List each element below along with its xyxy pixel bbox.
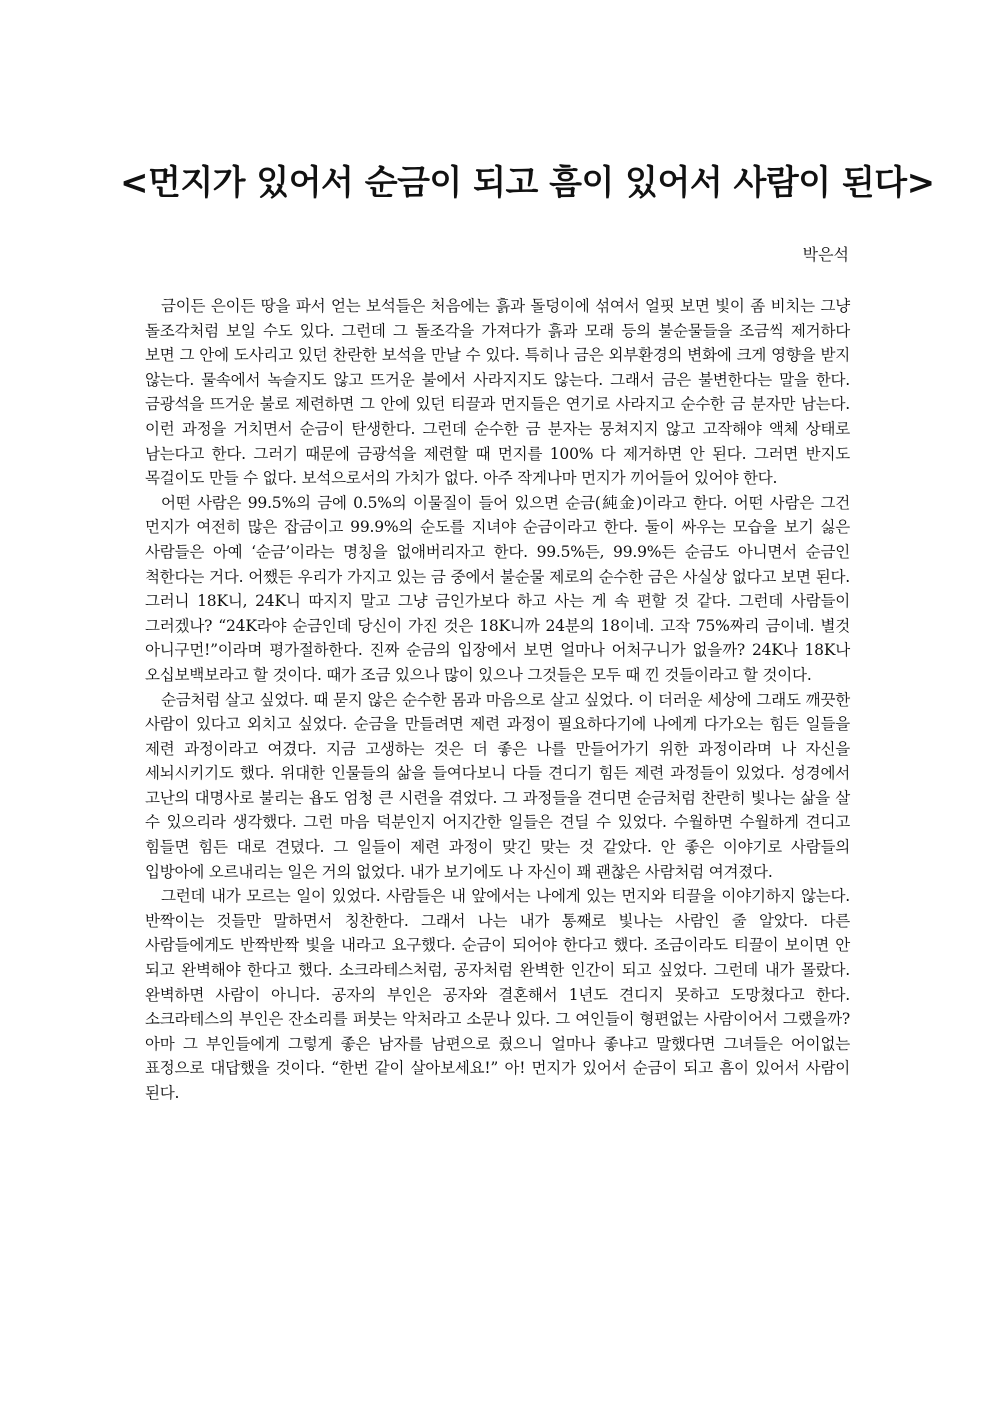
author-name: 박은석 [802, 245, 849, 264]
paragraph-3: 순금처럼 살고 싶었다. 때 묻지 않은 순수한 몸과 마음으로 살고 싶었다. 이 더러운 세상에 그래도 깨끗한 사람이 있다고 외치고 싶었다. 순금을 만들려면 제련 과정이 필요하다기에 나에게 다가오는 힘든 일들을 제련 과정이라고 여겼다. 지금 고생하는 것은 더 좋은 나를 만들어가기 위한 과정이라며 나 자신을 세뇌시키기도 했다. 위대한 인물들의 삶을 들여다보니 다들 견디기 힘든 제련 과정들이 있었다. 성경에서 고난의 대명사로 불리는 욥도 엄청 큰 시련을 겪었다. 그 과정들을 견디면 순금처럼 찬란히 빛나는 삶을 살 수 있으리라 생각했다. 그런 마음 덕분인지 어지간한 일들은 견딜 수 있었다. 수월하면 수월하게 견디고 힘들면 힘든 대로 견뎠다. 그 일들이 제련 과정이 맞긴 맞는 것 같았다. 안 좋은 이야기로 사람들의 입방아에 오르내리는 일은 거의 없었다. 내가 보기에도 나 자신이 꽤 괜찮은 사람처럼 여겨졌다. [145, 690, 850, 881]
paragraph-4: 그런데 내가 모르는 일이 있었다. 사람들은 내 앞에서는 나에게 있는 먼지와 티끌을 이야기하지 않는다. 반짝이는 것들만 말하면서 칭찬한다. 그래서 나는 내가 통째로 빛나는 사람인 줄 알았다. 다른 사람들에게도 반짝반짝 빛을 내라고 요구했다. 순금이 되어야 한다고 했다. 조금이라도 티끌이 보이면 안 되고 완벽해야 한다고 했다. 소크라테스처럼, 공자처럼 완벽한 인간이 되고 싶었다. 그런데 내가 몰랐다. 완벽하면 사람이 아니다. 공자의 부인은 공자와 결혼해서 1년도 견디지 못하고 도망쳤다고 한다. 소크라테스의 부인은 잔소리를 퍼붓는 악처라고 소문나 있다. 그 여인들이 형편없는 사람이어서 그랬을까? 아마 그 부인들에게 그렇게 좋은 남자를 남편으로 줬으니 얼마나 좋냐고 말했다면 그녀들은 어이없는 표정으로 대답했을 것이다. “한번 같이 살아보세요!” 아! 먼지가 있어서 순금이 되고 흠이 있어서 사람이 된다. [145, 887, 850, 1102]
paragraph-2: 어떤 사람은 99.5%의 금에 0.5%의 이물질이 들어 있으면 순금(純金)이라고 한다. 어떤 사람은 그건 먼지가 여전히 많은 잡금이고 99.9%의 순도를 지녀야 순금이라고 한다. 둘이 싸우는 모습을 보기 싫은 사람들은 아예 ‘순금’이라는 명칭을 없애버리자고 한다. 99.5%든, 99.9%든 순금도 아니면서 순금인 척한다는 거다. 어쨌든 우리가 가지고 있는 금 중에서 불순물 제로의 순수한 금은 사실상 없다고 보면 된다. 그러니 18K니, 24K니 따지지 말고 그냥 금인가보다 하고 사는 게 속 편할 것 같다. 그런데 사람들이 그러겠나? “24K라야 순금인데 당신이 가진 것은 18K니까 24분의 18이네. 고작 75%짜리 금이네. 별것 아니구먼!”이라며 평가절하한다. 진짜 순금의 입장에서 보면 얼마나 어처구니가 없을까? 24K나 18K나 오십보백보라고 할 것이다. 때가 조금 있으나 많이 있으나 그것들은 모두 때 낀 것들이라고 할 것이다. [145, 493, 850, 684]
essay-body [145, 294, 850, 1106]
essay-title: <먼지가 있어서 순금이 되고 흠이 있어서 사람이 된다> [120, 163, 935, 203]
paragraph-1: 금이든 은이든 땅을 파서 얻는 보석들은 처음에는 흙과 돌덩이에 섞여서 얼핏 보면 빛이 좀 비치는 그냥 돌조각처럼 보일 수도 있다. 그런데 그 돌조각을 가져다가 흙과 모래 등의 불순물들을 조금씩 제거하다 보면 그 안에 도사리고 있던 찬란한 보석을 만날 수 있다. 특히나 금은 외부환경의 변화에 크게 영향을 받지 않는다. 물속에서 녹슬지도 않고 뜨거운 불에서 사라지지도 않는다. 그래서 금은 불변한다는 말을 한다. 금광석을 뜨거운 불로 제련하면 그 안에 있던 티끌과 먼지들은 연기로 사라지고 순수한 금 분자만 남는다. 이런 과정을 거치면서 순금이 탄생한다. 그런데 순수한 금 분자는 뭉쳐지지 않고 고작해야 액체 상태로 남는다고 한다. 그러기 때문에 금광석을 제련할 때 먼지를 100% 다 제거하면 안 된다. 그러면 반지도 목걸이도 만들 수 없다. 보석으로서의 가치가 없다. 아주 작게나마 먼지가 끼어들어 있어야 한다. [145, 297, 850, 488]
